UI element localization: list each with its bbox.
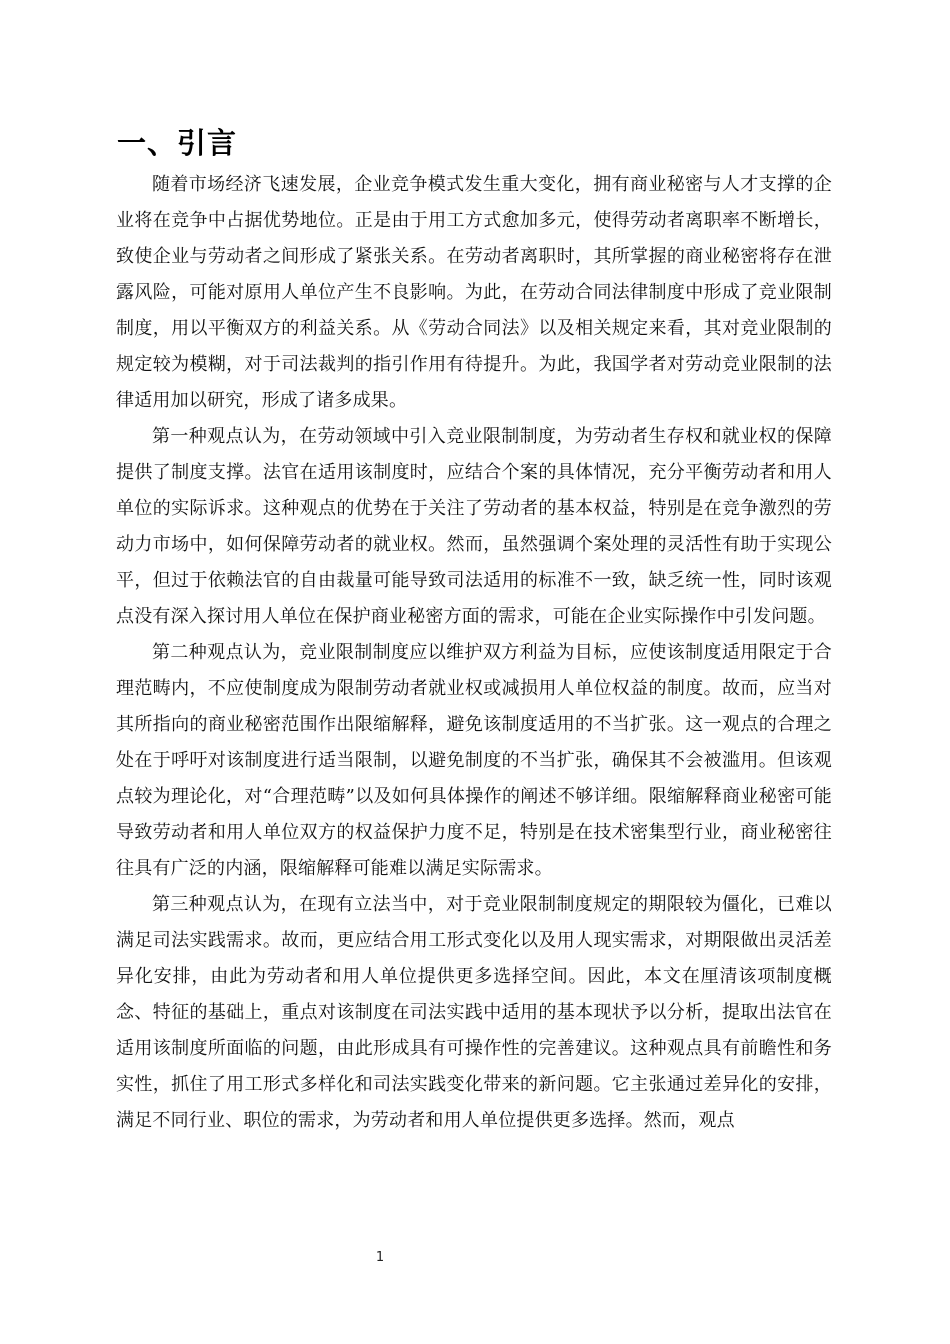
paragraph-view-one: 第一种观点认为，在劳动领域中引入竞业限制制度，为劳动者生存权和就业权的保障提供了制度支撑。法官在适用该制度时，应结合个案的具体情况，充分平衡劳动者和用人单位的实际诉求。这种观点的优势在于关注了劳动者的基本权益，特别是在竞争激烈的劳动力市场中，如何保障劳动者的就业权。然而，虽然强调个案处理的灵活性有助于实现公平，但过于依赖法官的自由裁量可能导致司法适用的标准不一致，缺乏统一性，同时该观点没有深入探讨用人单位在保护商业秘密方面的需求，可能在企业实际操作中引发问题。 <box>116 426 832 627</box>
page-number: 1 <box>375 1250 385 1265</box>
paragraph-intro: 随着市场经济飞速发展，企业竞争模式发生重大变化，拥有商业秘密与人才支撑的企业将在竞争中占据优势地位。正是由于用工方式愈加多元，使得劳动者离职率不断增长，致使企业与劳动者之间形成了紧张关系。在劳动者离职时，其所掌握的商业秘密将存在泄露风险，可能对原用人单位产生不良影响。为此，在劳动合同法律制度中形成了竞业限制制度，用以平衡双方的利益关系。从《劳动合同法》以及相关规定来看，其对竞业限制的规定较为模糊，对于司法裁判的指引作用有待提升。为此，我国学者对劳动竞业限制的法律适用加以研究，形成了诸多成果。 <box>116 174 832 411</box>
paragraph-view-two: 第二种观点认为，竞业限制制度应以维护双方利益为目标，应使该制度适用限定于合理范畴内，不应使制度成为限制劳动者就业权或减损用人单位权益的制度。故而，应当对其所指向的商业秘密范围作出限缩解释，避免该制度适用的不当扩张。这一观点的合理之处在于呼吁对该制度进行适当限制，以避免制度的不当扩张，确保其不会被滥用。但该观点较为理论化，对“合理范畴”以及如何具体操作的阐述不够详细。限缩解释商业秘密可能导致劳动者和用人单位双方的权益保护力度不足，特别是在技术密集型行业，商业秘密往往具有广泛的内涵，限缩解释可能难以满足实际需求。 <box>116 642 832 879</box>
paragraph-view-three: 第三种观点认为，在现有立法当中，对于竞业限制制度规定的期限较为僵化，已难以满足司法实践需求。故而，更应结合用工形式变化以及用人现实需求，对期限做出灵活差异化安排，由此为劳动者和用人单位提供更多选择空间。因此，本文在厘清该项制度概念、特征的基础上，重点对该制度在司法实践中适用的基本现状予以分析，提取出法官在适用该制度所面临的问题，由此形成具有可操作性的完善建议。这种观点具有前瞻性和务实性，抓住了用工形式多样化和司法实践变化带来的新问题。它主张通过差异化的安排，满足不同行业、职位的需求，为劳动者和用人单位提供更多选择。然而，观点 <box>116 894 832 1131</box>
body-text <box>116 167 832 1139</box>
section-heading: 一、引言 <box>117 126 238 160</box>
